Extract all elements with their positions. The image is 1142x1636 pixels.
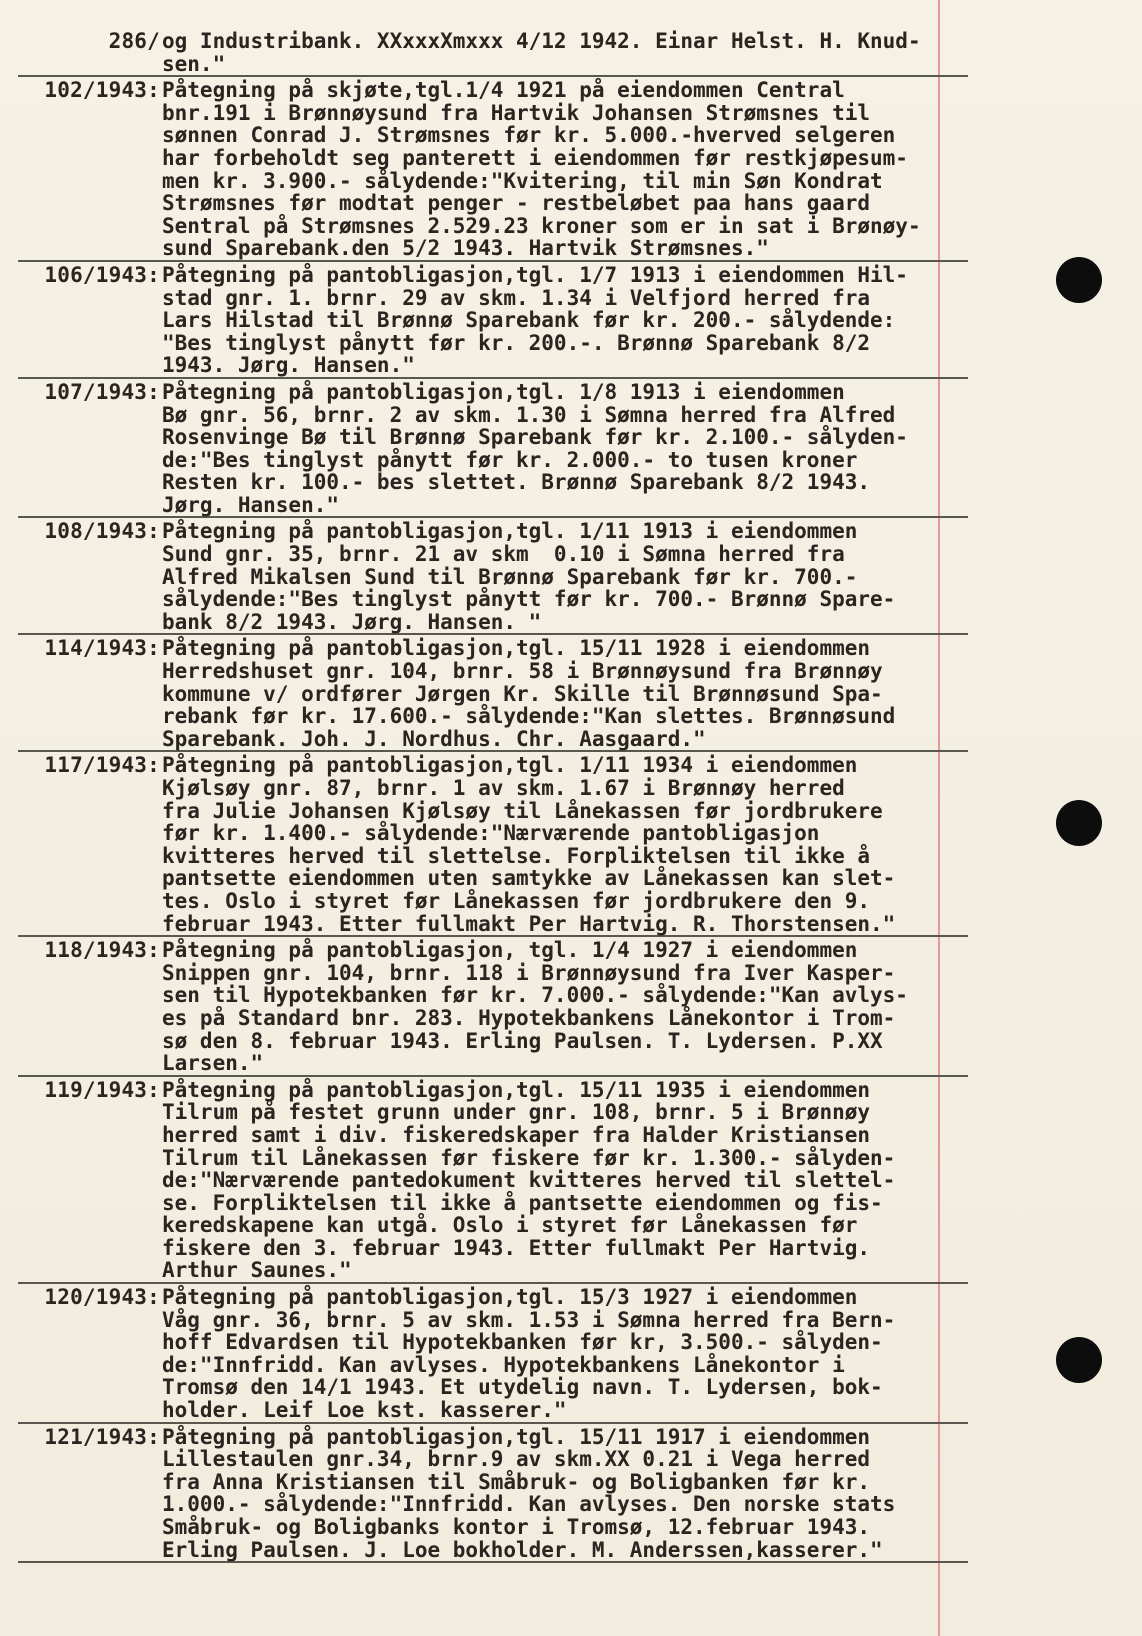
entry-line: sålydende:"Bes tinglyst pånytt før kr. 700.- Brønnø Spare- [162,587,896,612]
entry-line: Påtegning på skjøte,tgl.1/4 1921 på eiendommen Central [162,78,845,103]
entry-number: 117/1943: [44,753,160,778]
entry-number: 120/1943: [44,1285,160,1310]
entry-line: de:"Innfridd. Kan avlyses. Hypotekbankens Lånekontor i [162,1352,845,1377]
entry-line: men kr. 3.900.- sålydende:"Kvitering, til min Søn Kondrat [162,168,883,193]
entry-line: rebank før kr. 17.600.- sålydende:"Kan slettes. Brønnøsund [162,704,896,729]
ledger-entry [18,635,968,752]
entry-line: Påtegning på pantobligasjon,tgl. 15/3 1927 i eiendommen [162,1285,858,1310]
entry-line: februar 1943. Etter fullmakt Per Hartvig. R. Thorstensen." [162,911,896,936]
entry-number: 108/1943: [44,519,160,544]
entry-text [162,637,962,750]
entry-line: Jørg. Hansen." [162,492,340,517]
entry-line: 1.000.- sålydende:"Innfridd. Kan avlyses. Den norske stats [162,1492,896,1517]
entry-number: 102/1943: [44,78,160,103]
entry-text [162,79,962,260]
entry-line: Påtegning på pantobligasjon,tgl. 15/11 1917 i eiendommen [162,1424,871,1449]
entry-number: 114/1943: [44,636,160,661]
ledger-entry [18,379,968,519]
entry-line: og Industribank. XXxxxXmxxx 4/12 1942. Einar Helst. H. Knud- [162,29,921,53]
entry-text [162,1286,962,1422]
entry-line: bank 8/2 1943. Jørg. Hansen. " [162,609,542,634]
entry-line: 1943. Jørg. Hansen." [162,353,415,378]
entry-text [162,30,962,75]
entry-line: Sparebank. Joh. J. Nordhus. Chr. Aasgaard." [162,726,706,751]
entry-line: keredskapene kan utgå. Oslo i styret før Lånekassen før [162,1213,858,1238]
entry-line: fra Julie Johansen Kjølsøy til Lånekassen før jordbrukere [162,798,883,823]
entry-line: Herredshuset gnr. 104, brnr. 58 i Brønnøysund fra Brønnøy [162,659,883,684]
entry-line: Påtegning på pantobligasjon,tgl. 15/11 1935 i eiendommen [162,1077,871,1102]
entry-line: har forbeholdt seg panterett i eiendommen før restkjøpesum- [162,145,908,170]
ledger-entry [18,752,968,937]
entry-number: 119/1943: [44,1077,160,1102]
entry-line: Snippen gnr. 104, brnr. 118 i Brønnøysund fra Iver Kasper- [162,960,896,985]
entry-line: holder. Leif Loe kst. kasserer." [162,1398,567,1423]
entry-line: "Bes tinglyst pånytt før kr. 200.-. Brønnø Sparebank 8/2 [162,330,871,355]
entry-line: Påtegning på pantobligasjon,tgl. 1/8 1913 i eiendommen [162,379,845,404]
entry-line: Alfred Mikalsen Sund til Brønnø Sparebank før kr. 700.- [162,564,858,589]
entry-line: Sund gnr. 35, brnr. 21 av skm 0.10 i Sømna herred fra [162,542,845,567]
entry-line: se. Forpliktelsen til ikke å pantsette eiendommen og fis- [162,1190,883,1215]
entry-text [162,1079,962,1282]
entry-line: fra Anna Kristiansen til Småbruk- og Boligbanken før kr. [162,1469,871,1494]
entry-line: pantsette eiendommen uten samtykke av Lånekassen kan slet- [162,866,896,891]
entry-line: Larsen." [162,1051,264,1076]
entry-line: kvitteres herved til slettelse. Forpliktelsen til ikke å [162,843,871,868]
entry-number: 286/ [108,29,160,53]
entry-text [162,264,962,377]
entry-line: kommune v/ ordfører Jørgen Kr. Skille til Brønnøsund Spa- [162,681,883,706]
entry-line: de:"Bes tinglyst pånytt før kr. 2.000.- to tusen kroner [162,447,858,472]
ledger-entry [18,1284,968,1424]
entry-line: Erling Paulsen. J. Loe bokholder. M. Anderssen,kasserer." [162,1537,883,1562]
entry-line: sen til Hypotekbanken før kr. 7.000.- sålydende:"Kan avlys- [162,983,908,1008]
entry-line: Påtegning på pantobligasjon,tgl. 1/11 1934 i eiendommen [162,753,858,778]
entry-line: herred samt i div. fiskeredskaper fra Halder Kristiansen [162,1122,871,1147]
entry-line: Sentral på Strømsnes 2.529.23 kroner som er in sat i Brønøy- [162,213,921,238]
entry-number: 121/1943: [44,1424,160,1449]
entry-line: Lars Hilstad til Brønnø Sparebank før kr. 200.- sålydende: [162,308,896,333]
entry-line: Våg gnr. 36, brnr. 5 av skm. 1.53 i Sømna herred fra Bern- [162,1307,896,1332]
entry-line: tes. Oslo i styret før Lånekassen før jordbrukere den 9. [162,888,871,913]
entry-line: sen." [162,51,226,76]
ledger-entry [18,1077,968,1284]
entry-line: sønnen Conrad J. Strømsnes før kr. 5.000.-hverved selgeren [162,123,896,148]
entry-text [162,381,962,517]
entry-text [162,520,962,633]
ledger-entry [18,262,968,379]
entry-line: Tilrum til Lånekassen før fiskere før kr. 1.300.- sålyden- [162,1145,896,1170]
ledger-entries [18,28,968,1563]
entry-line: Resten kr. 100.- bes slettet. Brønnø Sparebank 8/2 1943. [162,470,871,495]
binder-hole-1 [1056,257,1102,303]
entry-line: Bø gnr. 56, brnr. 2 av skm. 1.30 i Sømna herred fra Alfred [162,402,896,427]
entry-line: sø den 8. februar 1943. Erling Paulsen. T. Lydersen. P.XX [162,1028,883,1053]
binder-hole-3 [1056,1337,1102,1383]
entry-line: Lillestaulen gnr.34, brnr.9 av skm.XX 0.21 i Vega herred [162,1447,871,1472]
entry-line: Strømsnes før modtat penger - restbeløbet paa hans gaard [162,191,871,216]
ledger-entry [18,518,968,635]
entry-line: Tilrum på festet grunn under gnr. 108, brnr. 5 i Brønnøy [162,1100,871,1125]
entry-line: fiskere den 3. februar 1943. Etter fullmakt Per Hartvig. [162,1235,871,1260]
entry-line: es på Standard bnr. 283. Hypotekbankens Lånekontor i Trom- [162,1005,896,1030]
entry-line: Påtegning på pantobligasjon,tgl. 15/11 1928 i eiendommen [162,636,871,661]
binder-hole-2 [1056,800,1102,846]
entry-text [162,754,962,935]
entry-line: Påtegning på pantobligasjon,tgl. 1/7 1913 i eiendommen Hil- [162,262,908,287]
entry-line: Påtegning på pantobligasjon, tgl. 1/4 1927 i eiendommen [162,938,858,963]
entry-line: hoff Edvardsen til Hypotekbanken før kr, 3.500.- sålyden- [162,1330,883,1355]
entry-line: Arthur Saunes." [162,1258,352,1283]
entry-text [162,939,962,1075]
ledger-entry [18,937,968,1077]
entry-line: stad gnr. 1. brnr. 29 av skm. 1.34 i Velfjord herred fra [162,285,871,310]
ledger-entry [18,28,968,77]
entry-number: 106/1943: [44,262,160,287]
entry-line: før kr. 1.400.- sålydende:"Nærværende pantobligasjon [162,821,820,846]
entry-number: 118/1943: [44,938,160,963]
entry-line: sund Sparebank.den 5/2 1943. Hartvik Strømsnes." [162,236,769,261]
entry-line: Kjølsøy gnr. 87, brnr. 1 av skm. 1.67 i Brønnøy herred [162,776,845,800]
entry-number: 107/1943: [44,379,160,404]
entry-line: bnr.191 i Brønnøysund fra Hartvik Johansen Strømsnes til [162,100,871,125]
ledger-entry [18,1424,968,1564]
entry-line: Rosenvinge Bø til Brønnø Sparebank før kr. 2.100.- sålyden- [162,425,908,450]
entry-line: de:"Nærværende pantedokument kvitteres herved til slettel- [162,1168,896,1193]
entry-line: Påtegning på pantobligasjon,tgl. 1/11 1913 i eiendommen [162,519,858,544]
entry-line: Småbruk- og Boligbanks kontor i Tromsø, 12.februar 1943. [162,1515,871,1539]
entry-text [162,1426,962,1562]
ledger-entry [18,77,968,262]
entry-line: Tromsø den 14/1 1943. Et utydelig navn. T. Lydersen, bok- [162,1375,883,1400]
